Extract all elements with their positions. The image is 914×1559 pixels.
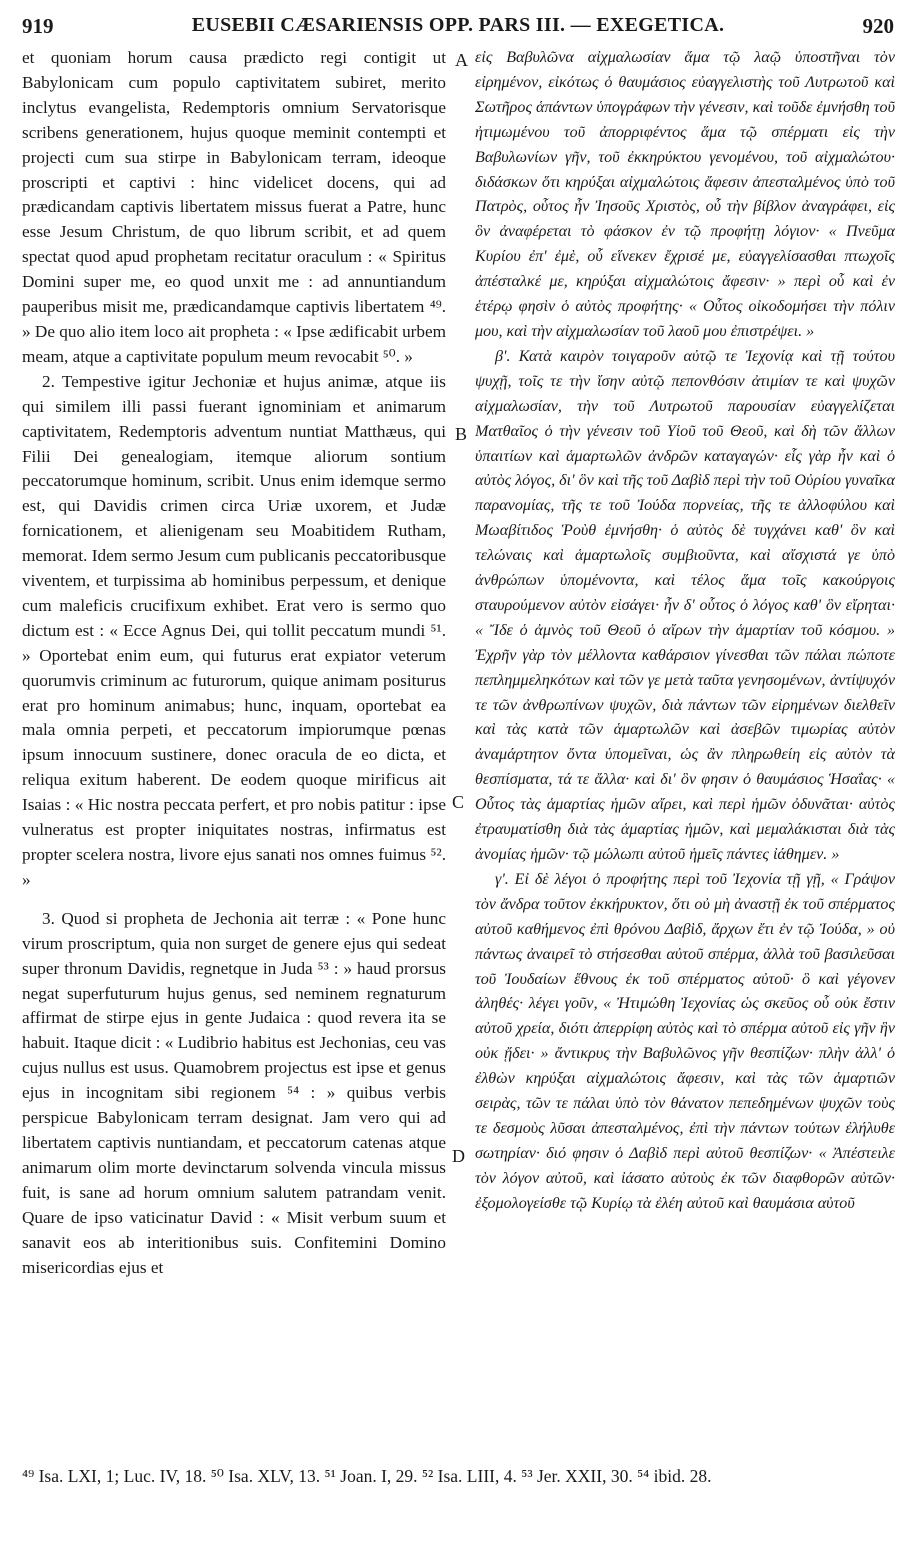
page-number-right: 920: [862, 14, 894, 38]
margin-marker-b: B: [455, 424, 468, 444]
greek-column: [475, 46, 895, 1456]
greek-paragraph-2: β'. Κατὰ καιρὸν τοιγαροῦν αὐτῷ τε Ἰεχονίᾳ καὶ τῇ τούτου ψυχῇ, τοῖς τε τὴν ἴσην αὐτῷ πεπονθόσιν ἀτιμίαν τε καὶ ψυχῶν αἰχμαλωσίαν, τὴν τοῦ Λυτρωτοῦ παρουσίαν εὐαγγελίζεται Ματθαῖος ὁ τὴν γένεσιν τοῦ Υἱοῦ τοῦ Θεοῦ, καὶ δὴ τῶν ἄλλων ὑπαιτίων καὶ ἁμαρτωλῶν ἀνδρῶν καταγαγών· εἷς γὰρ ἦν καὶ ὁ αὐτὸς λόγος, δι' ὃν καὶ τῆς τοῦ Δαβὶδ περὶ τὴν τοῦ Οὐρίου γυναῖκα παρανομίας, τῆς τε τοῦ Ἰούδα πορνείας, τῆς τε ἀλλοφύλου καὶ Μωαβίτιδος Ῥοὺθ ἐμνήσθη· ὁ αὐτὸς δὲ τυγχάνει καθ' ὃν καὶ τελώναις καὶ ἁμαρτωλοῖς συμβιοῦντα, καὶ αἴσχιστά γε ὑπὸ ἀνθρώπων ὑπομένοντα, καὶ τέλος ἅμα τοῖς κακούργοις σταυρούμενον αὐτὸν εἰσάγει· ἦν δ' οὗτος ὁ λόγος καθ' ὃν εἴρηται· « Ἴδε ὁ ἀμνὸς τοῦ Θεοῦ ὁ αἴρων τὴν ἁμαρτίαν τοῦ κόσμου. » Ἐχρῆν γὰρ τὸν μέλλοντα καθάρσιον γίνεσθαι τῶν πάλαι πώποτε πεπλημμεληκότων καὶ τῶν γε μετὰ ταῦτα γενησομένων, ἀντίψυχόν τε τῶν ἀνθρωπίνων ψυχῶν, διὰ πάντων τῶν εἰρημένων διελθεῖν καὶ τὰς κατὰ τῶν ἁμαρτωλῶν καὶ ἀσεβῶν τιμωρίας αὐτὸν ἀναμάρτητον ὄντα ὑπομεῖναι, ὡς ἂν πληρωθείη εἰς αὐτὸν τὰ θεσπίσματα, τά τε ἄλλα· καὶ δι' ὃν φησιν ὁ θαυμάσιος Ἡσαΐας· « Οὗτος τὰς ἁμαρτίας ἡμῶν αἴρει, καὶ περὶ ἡμῶν ὀδυνᾶται· αὐτὸς ἐτραυματίσθη διὰ τὰς ἁμαρτίας ἡμῶν, καὶ μεμαλάκισται διὰ τὰς ἀνομίας ἡμῶν· τῷ μώλωπι αὐτοῦ ἡμεῖς πάντες ἰάθημεν. »: [475, 347, 895, 863]
page-number-left: 919: [22, 14, 54, 38]
running-header: [22, 10, 894, 44]
latin-column: [22, 46, 446, 1456]
running-title: EUSEBII CÆSARIENSIS OPP. PARS III. — EXEGETICA.: [191, 14, 725, 36]
greek-paragraph-3: γ'. Εἰ δὲ λέγοι ὁ προφήτης περὶ τοῦ Ἰεχονία τῇ γῇ, « Γράψον τὸν ἄνδρα τοῦτον ἐκκήρυκτον, ὅτι οὐ μὴ ἀναστῇ ἐκ τοῦ σπέρματος αὐτοῦ καθήμενος ἐπὶ θρόνου Δαβὶδ, ἄρχων ἔτι ἐν τῷ Ἰούδα, » οὐ πάντως ἀναιρεῖ τὸ στήσεσθαι αὐτοῦ σπέρμα, ἀλλὰ τοῦ βασιλεῦσαι τοῦ Ἰουδαίων ἔθνους ἐκ τοῦ σπέρματος αὐτοῦ· ὃ καὶ γέγονεν ἀληθές· λέγει γοῦν, « Ἠτιμώθη Ἰεχονίας ὡς σκεῦος οὗ οὐκ ἔστιν αὐτοῦ χρεία, διότι ἀπερρίφη αὐτὸς καὶ τὸ σπέρμα αὐτοῦ εἰς γῆν ἣν οὐκ ᾔδει· » ἄντικρυς τὴν Βαβυλῶνος γῆν θεσπίζων· πλὴν ἀλλ' ὁ ἐλθὼν κηρύξαι αἰχμαλώτοις ἄφεσιν, καὶ τὰς τῶν ἁμαρτιῶν σειρὰς, τῶν τε πάλαι ὑπὸ τὸν θάνατον πεπεδημένων ψυχῶν τοὺς τε δεσμοὺς λῦσαι ἀπεσταλμένος, ἐπὶ τὴν πάντων τούτων ἐλήλυθε σωτηρίαν· διό φησιν ὁ Δαβὶδ περὶ αὐτοῦ θεσπίζων· « Ἀπέστειλε τὸν λόγον αὐτοῦ, καὶ ἰάσατο αὐτοὺς ἐκ τῶν διαφθορῶν αὐτῶν· ἐξομολογείσθε τῷ Κυρίῳ τὰ ἐλέη αὐτοῦ καὶ θαυμάσια αὐτοῦ: [475, 870, 895, 1212]
margin-marker-d: D: [452, 1146, 465, 1166]
latin-paragraph-3: 3. Quod si propheta de Jechonia ait terræ : « Pone hunc virum proscriptum, quia non surget de genere ejus qui sedeat super thronum Davidis, regnetque in Juda ⁵³ : » haud prorsus negat superfuturum hujus genus, sed neminem regnaturum affirmat de stirpe ejus in gente Judaica : quod revera ita se habuit. Itaque dicit : « Ludibrio habitus est Jechonias, ceu vas cujus nullus est usus. Quamobrem projectus est ipse et genus ejus in incognitam sibi regionem ⁵⁴ : » quibus verbis perspicue Babylonicam terram designat. Jam vero qui ad libertatem captivis nuntiandam, et peccatorum catenas atque animarum olim morte devinctarum solvenda vincula missus fuit, is sane ad horum omnium salutem patrandam venit. Quare de ipso vaticinatur David : « Misit verbum suum et sanavit eos ab interitionibus suis. Confitemini Domino misericordias ejus et: [22, 908, 446, 1277]
margin-marker-a: A: [455, 50, 468, 70]
latin-paragraph-1: et quoniam horum causa prædicto regi contigit ut Babylonicam cum populo captivitatem subiret, merito inclytus evangelista, Redemptoris omnium Servatorisque scribens generationem, hujus quoque meminit contempti et projecti cum sua stirpe in Babylonicam terram, ideoque proscripti et captivi : hinc videlicet docens, qui ad prædicandam captivis libertatem missus fuerat a Patre, hunc esse Jesum Christum, de quo librum scribit, et ad quem spectat quod apud prophetam recitatur oraculum : « Spiritus Domini super me, eo quod unxit me : ad annuntiandum pauperibus misit me, prædicandamque captivis libertatem ⁴⁹. » De quo alio item loco ait propheta : « Ipse ædificabit urbem meam, atque a captivitate populum meum revocabit ⁵⁰. »: [22, 48, 446, 366]
latin-paragraph-2: 2. Tempestive igitur Jechoniæ et hujus animæ, atque iis qui similem illi passi fuerant ignominiam et animarum captivitatem, Redemptoris adventum nuntiat Matthæus, qui Filii Dei genealogiam, itemque aliorum sontium peccatorumque hominum, scribit. Unus enim idemque sermo est, qui Davidis crimen circa Uriæ uxorem, et Judæ fornicationem, et alienigenam seu Moabitidem Rutham, memorat. Idem sermo Jesum cum publicanis peccatoribusque viventem, et turpissima ab hominibus perpessum, et denique cum maleficis crucifixum exhibet. Erat vero is sermo quo dictum est : « Ecce Agnus Dei, qui tollit peccatum mundi ⁵¹. » Oportebat enim eum, qui futurus erat expiator veterum quorumvis criminum ac futurorum, quique animam positurus erat pro hominum animabus; hunc, inquam, oportebat ea mala omnia perpeti, et peccatorum impiorumque pœnas ipsum innocuum sustinere, donec oracula de eo dicta, et reliqua exitum haberent. De eodem quoque mirificus ait Isaias : « Hic nostra peccata perfert, et pro nobis patitur : ipse vulneratus est propter iniquitates nostras, infirmatus est propter scelera nostra, livore ejus sanati nos omnes fuimus ⁵². »: [22, 371, 446, 889]
greek-paragraph-1: εἰς Βαβυλῶνα αἰχμαλωσίαν ἅμα τῷ λαῷ ὑποστῆναι τὸν εἰρημένον, εἰκότως ὁ θαυμάσιος εὐαγγελιστὴς τοῦ Λυτρωτοῦ καὶ Σωτῆρος ἁπάντων ὑπογράφων τὴν γένεσιν, καὶ τοῦδε ἐμνήσθη τοῦ ἠτιμωμένου τοῦ ἀπορριφέντος ἅμα τῷ σπέρματι εἰς τὴν Βαβυλωνίων γῆν, τοῦ ἐκκηρύκτου γενομένου, τοῦ αἰχμαλώτου· διδάσκων ὅτι κηρύξαι αἰχμαλώτοις ἄφεσιν ἀπεσταλμένος ὑπὸ τοῦ Πατρὸς, οὗτος ἦν Ἰησοῦς Χριστὸς, οὗ τὴν βίβλον ἀναγράφει, εἰς ὃν ἀναφέρεται τὸ φάσκον ἐν τῷ προφήτῃ λόγιον· « Πνεῦμα Κυρίου ἐπ' ἐμὲ, οὗ εἵνεκεν ἔχρισέ με, εὐαγγελίσασθαι πτωχοῖς ἀπέσταλκέ με, κηρύξαι αἰχμαλώτοις ἄφεσιν· » περὶ οὗ καὶ ἐν ἑτέρῳ φησὶν ὁ αὐτὸς προφήτης· « Οὗτος οἰκοδομήσει τὴν πόλιν μου, καὶ τὴν αἰχμαλωσίαν τοῦ λαοῦ μου ἐπιστρέψει. »: [475, 49, 895, 340]
margin-marker-c: C: [452, 792, 465, 812]
footnotes: ⁴⁹ Isa. LXI, 1; Luc. IV, 18. ⁵⁰ Isa. XLV, 13. ⁵¹ Joan. I, 29. ⁵² Isa. LIII, 4. ⁵³ Jer. XXII, 30. ⁵⁴ ibid. 28.: [22, 1466, 712, 1486]
